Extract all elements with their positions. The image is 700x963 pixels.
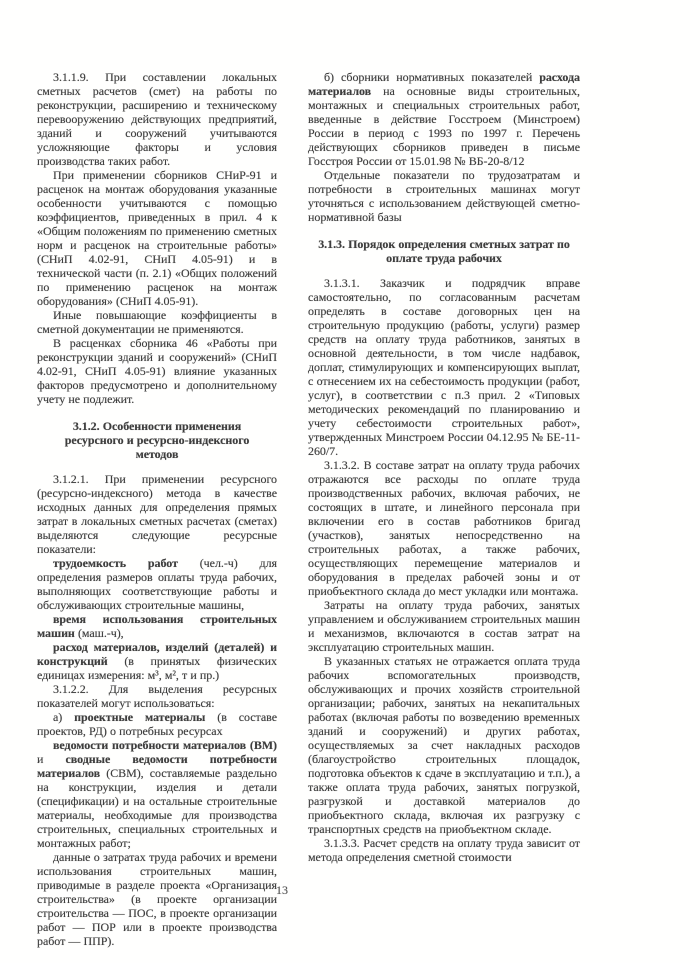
paragraph <box>308 458 580 598</box>
text-run: 3.1.3.3. Расчет средств на оплату труда зависит от метода определения сметной стоимости <box>308 836 580 864</box>
paragraph <box>37 70 277 168</box>
paragraph <box>37 336 277 406</box>
paragraph <box>308 168 580 224</box>
text-run: а) <box>53 710 75 724</box>
text-run: Иные повышающие коэффициенты в сметной документации не применяются. <box>37 308 277 336</box>
paragraph <box>37 472 277 556</box>
section-heading <box>43 419 271 461</box>
bold-text-run: сводные ведомости потребности материалов <box>37 752 277 780</box>
section-heading <box>314 237 574 265</box>
paragraph <box>308 836 580 864</box>
text-run: 3.1.3.1. Заказчик и подрядчик вправе самостоятельно, по согласованным расчетам определять в составе договорных цен на строительную продукцию (работы, услуги) размер средств на оплату труда работников, занятых в основной деятельности, в том числе надбавок, доплат, стимулирующих и компенсирующих выплат, с отнесением их на себестоимость продукции (работ, услуг), в соответствии с п.3 прил. 2 «Типовых методических рекомендаций по планированию и учету себестоимости строительных работ», утвержденных Минстроем России 04.12.95 № БЕ-11-260/7. <box>308 276 580 458</box>
paragraph <box>37 612 277 640</box>
text-run: (маш.-ч), <box>74 626 124 640</box>
text-run: на основные виды строительных, монтажных и специальных строительных работ, введенные в действие Госстроем (Минстроем) России в период с 1993 по 1997 г. Перечень действующих сборников приведен в письме Госстроя России от 15.01.98 № ВБ-20-8/12 <box>308 84 580 168</box>
text-run: данные о затратах труда рабочих и времени использования строительных машин, приводимые в разделе проекта «Организация строительства» (в проекте организации строительства — ПОС, в проекте организации работ — ПОР или в проекте производства работ — ППР). <box>37 850 277 948</box>
text-run: (СВМ), составляемые раздельно на конструкции, изделия и детали (спецификации) и на остальные строительные материалы, необходимые для производства строительных, специальных строительных и монтажных работ; <box>37 766 277 850</box>
paragraph <box>308 598 580 654</box>
bold-text-run: трудоемкость работ <box>53 556 178 570</box>
left-column <box>37 70 277 948</box>
bold-text-run: проектные материалы <box>74 710 206 724</box>
text-run: и <box>37 752 66 766</box>
bold-text-run: расход материалов, изделий (деталей) и конструкций <box>37 640 277 668</box>
text-run: Отдельные показатели по трудозатратам и потребности в строительных машинах могут уточняться с использованием действующей сметно-нормативной базы <box>308 168 580 224</box>
paragraph <box>37 640 277 682</box>
text-run: б) сборники нормативных показателей <box>324 70 540 84</box>
bold-text-run: ведомости потребности материалов (ВМ) <box>53 738 277 752</box>
text-run: Затраты на оплату труда рабочих, занятых управлением и обслуживанием строительных машин и механизмов, включаются в состав затрат на эксплуатацию строительных машин. <box>308 598 580 654</box>
text-run: В указанных статьях не отражается оплата труда рабочих вспомогательных производств, обслуживающих и прочих хозяйств строительной организации; рабочих, занятых на некапитальных работах (включая работы по возведению временных зданий и сооружений) и других работах, осуществляемых за счет накладных расходов (благоустройство строительных площадок, подготовка объектов к сдаче в эксплуатацию и т.п.), а также оплата труда рабочих, занятых погрузкой, разгрузкой и доставкой материалов до приобъектного склада, включая их разгрузку с транспортных средств на приобъектном складе. <box>308 654 580 836</box>
bold-text-run: время использования строительных машин <box>37 612 277 640</box>
bold-text-run: 3.1.3. Порядок определения сметных затрат по оплате труда рабочих <box>318 237 570 265</box>
text-run: (чел.-ч) для определения размеров оплаты труда рабочих, выполняющих соответствующие работы и обслуживающих строительные машины, <box>37 556 277 612</box>
page-number: 13 <box>276 883 288 897</box>
paragraph <box>37 710 277 738</box>
paragraph <box>37 168 277 308</box>
right-column <box>308 70 580 864</box>
paragraph <box>37 308 277 336</box>
text-run: В расценках сборника 46 «Работы при реконструкции зданий и сооружений» (СНиП 4.02-91, СНиП 4.05-91) влияние указанных факторов предусмотрено и дополнительному учету не подлежит. <box>37 336 277 406</box>
text-run: (в составе проектов, РД) о потребных ресурсах <box>37 710 277 738</box>
text-run: (в принятых физических единицах измерения: м³, м², т и пр.) <box>37 654 277 682</box>
paragraph <box>308 276 580 458</box>
paragraph <box>37 850 277 948</box>
bold-text-run: расхода материалов <box>308 70 580 98</box>
paragraph <box>308 70 580 168</box>
text-run: 3.1.1.9. При составлении локальных сметных расчетов (смет) на работы по реконструкции, расширению и техническому перевооружению действующих предприятий, зданий и сооружений учитываются усложняющие факторы и условия производства таких работ. <box>37 70 277 168</box>
paragraph <box>37 682 277 710</box>
text-run: 3.1.2.2. Для выделения ресурсных показателей могут использоваться: <box>37 682 277 710</box>
text-run: 3.1.3.2. В составе затрат на оплату труда рабочих отражаются все расходы по оплате труда производственных рабочих, включая рабочих, не состоящих в штате, и линейного персонала при включении его в состав работников бригад (участков), занятых непосредственно на строительных работах, а также рабочих, осуществляющих перемещение материалов и оборудования в пределах рабочей зоны и от приобъектного склада до мест укладки или монтажа. <box>308 458 580 598</box>
text-run: При применении сборников СНиР-91 и расценок на монтаж оборудования указанные особенности учитываются с помощью коэффициентов, приведенных в прил. 4 к «Общим положениям по применению сметных норм и расценок на строительные работы» (СНиП 4.02-91, СНиП 4.05-91) и в технической части (п. 2.1) «Общих положений по применению расценок на монтаж оборудования» (СНиП 4.05-91). <box>37 168 277 308</box>
paragraph <box>37 738 277 850</box>
paragraph <box>37 556 277 612</box>
bold-text-run: 3.1.2. Особенности применения ресурсного и ресурсно-индексного методов <box>64 419 250 461</box>
paragraph <box>308 654 580 836</box>
text-run: 3.1.2.1. При применении ресурсного (ресурсно-индексного) метода в качестве исходных данных для определения прямых затрат в локальных сметных расчетах (сметах) выделяются следующие ресурсные показатели: <box>37 472 277 556</box>
